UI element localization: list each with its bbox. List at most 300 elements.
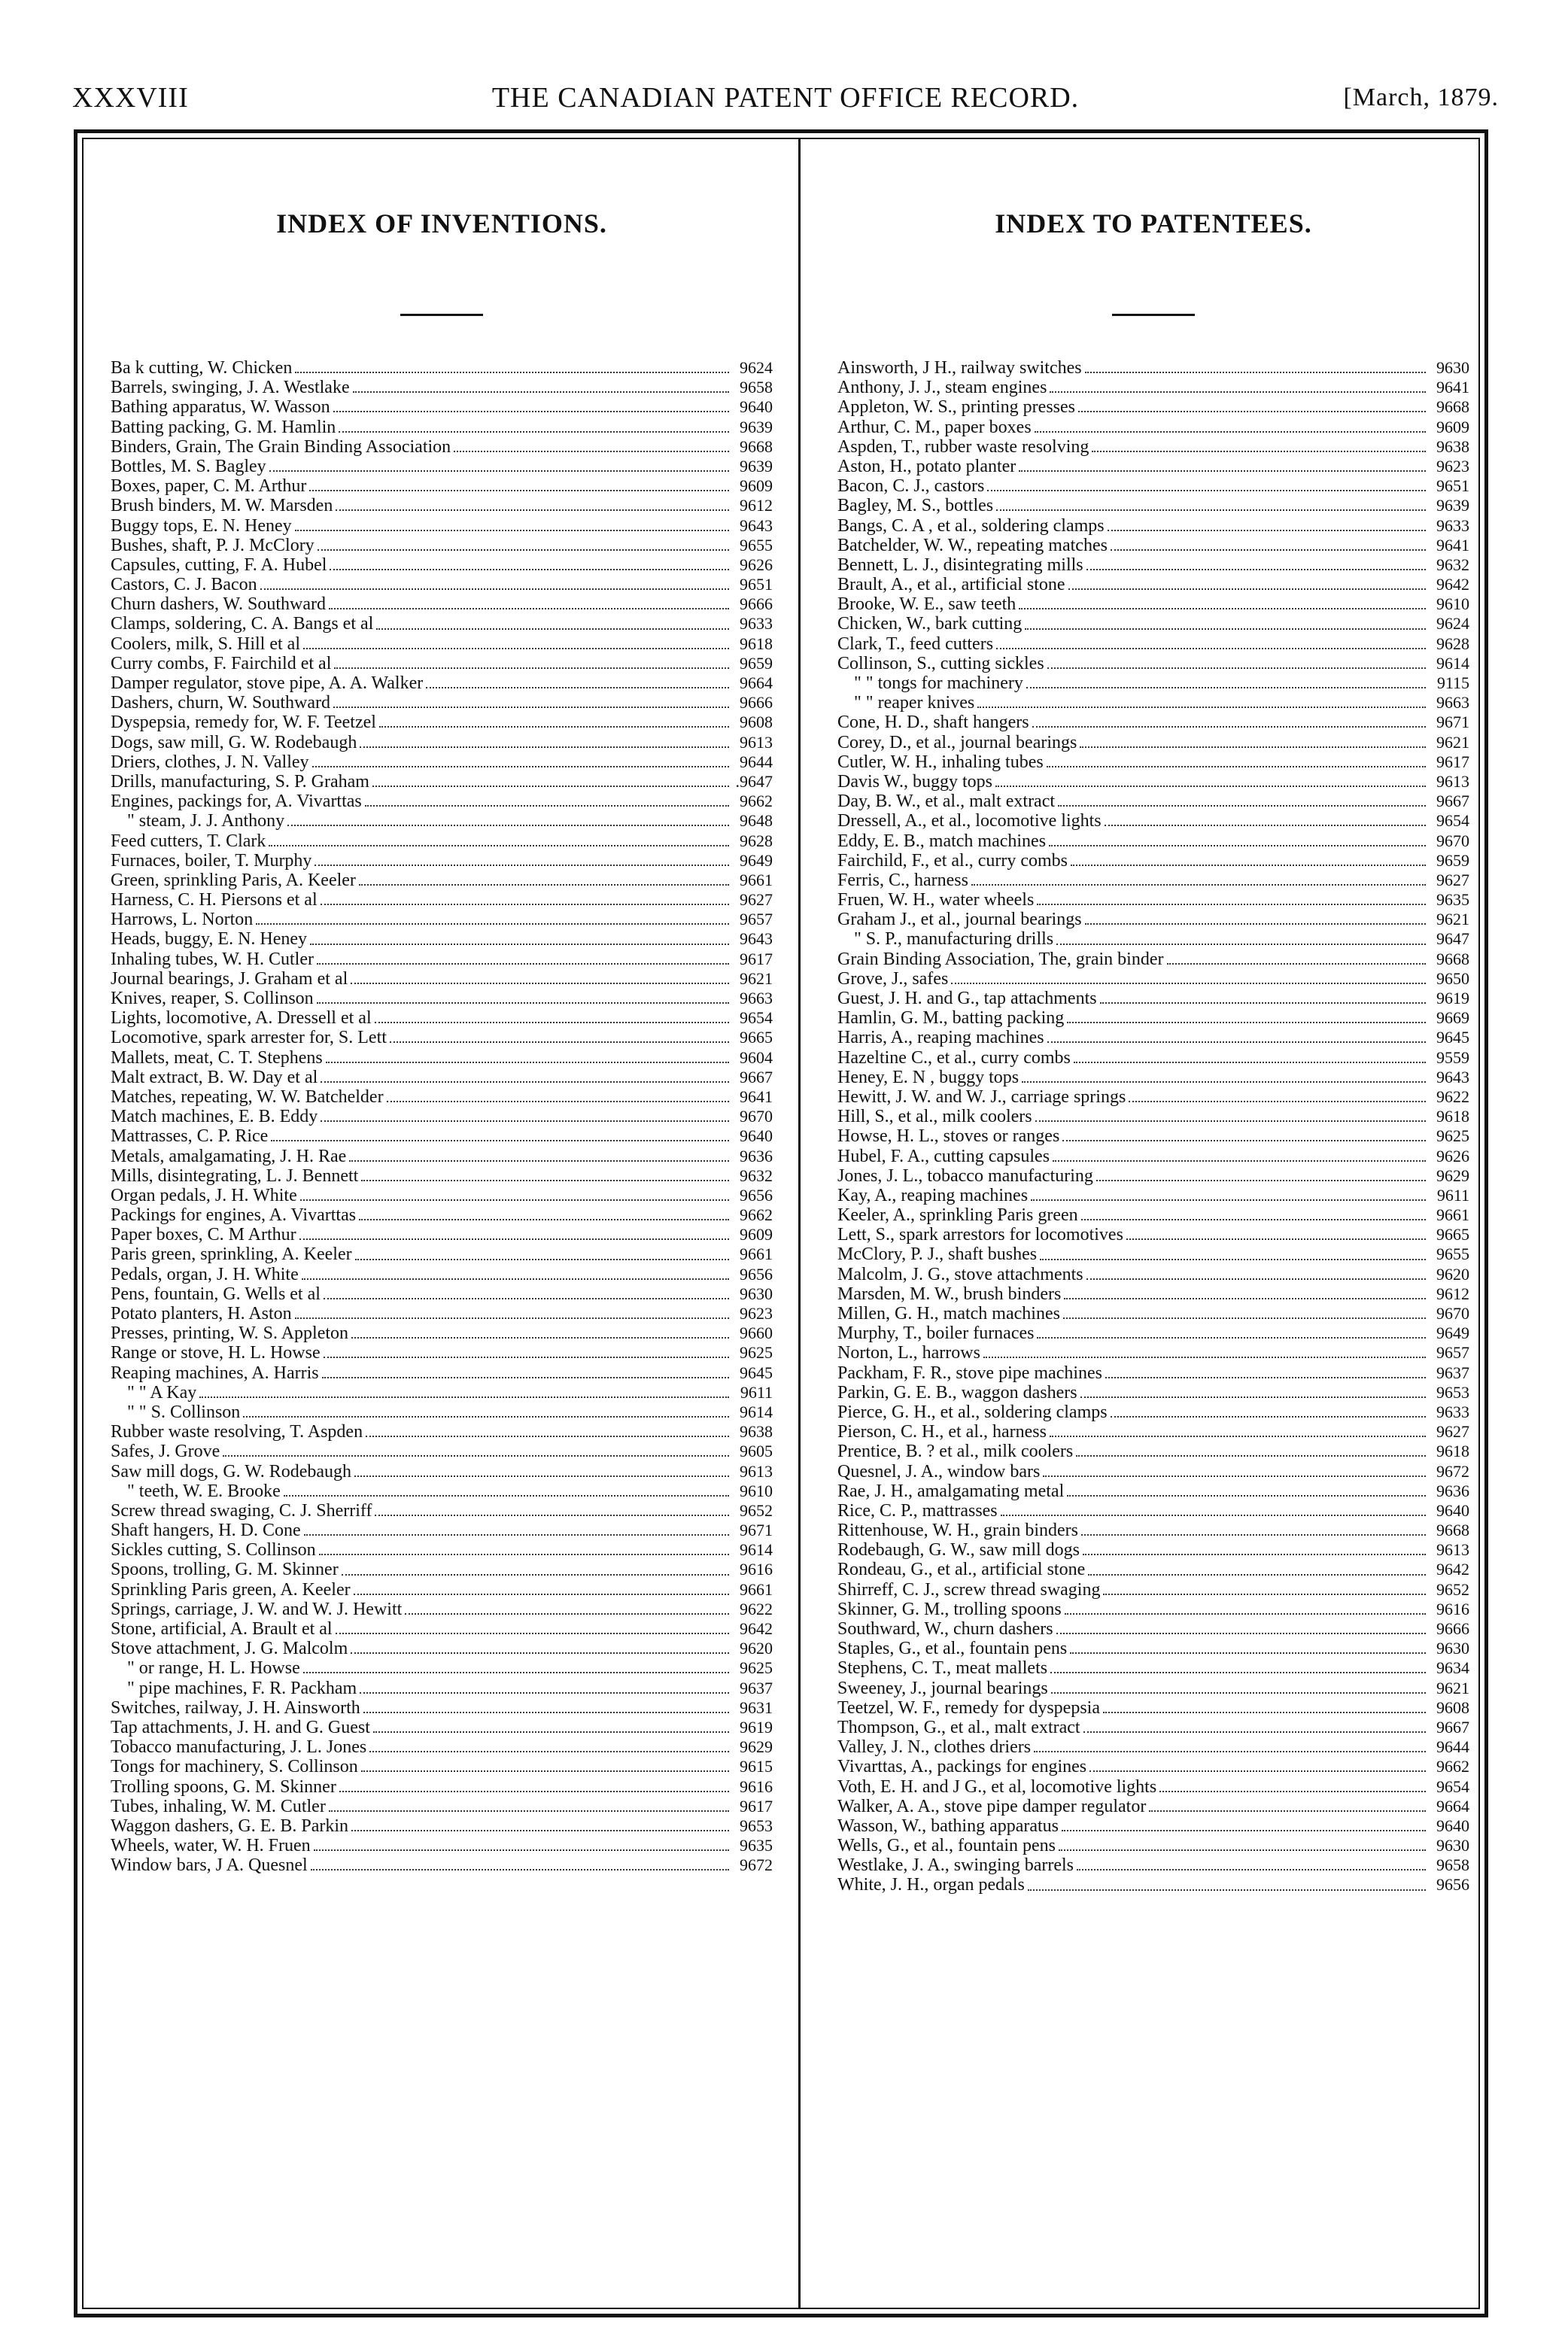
entry-text: Harness, C. H. Piersons et al: [111, 890, 318, 910]
dot-leader: [1058, 805, 1426, 807]
dot-leader: [324, 1298, 729, 1299]
entry-text: Tap attachments, J. H. and G. Guest: [111, 1717, 370, 1737]
index-entry: [111, 792, 773, 811]
dot-leader: [1062, 1830, 1426, 1831]
entry-text: Millen, G. H., match machines: [837, 1304, 1060, 1323]
dot-leader: [1022, 1081, 1426, 1083]
patent-number: 9631: [740, 1697, 773, 1717]
index-entry: [111, 673, 773, 693]
index-entry: [111, 1540, 773, 1560]
index-entry: [837, 634, 1469, 654]
entry-text: Guest, J. H. and G., tap attachments: [837, 989, 1097, 1008]
patent-number: 9656: [740, 1264, 773, 1284]
dot-leader: [1086, 569, 1426, 570]
index-entry: [837, 1028, 1469, 1047]
dot-leader: [317, 1002, 729, 1004]
patent-number: 9627: [740, 890, 773, 910]
entry-text: Bennett, L. J., disintegrating mills: [837, 555, 1083, 575]
index-entry: [837, 1836, 1469, 1855]
inventions-title: INDEX OF INVENTIONS.: [276, 208, 607, 239]
dot-leader: [310, 944, 729, 945]
patent-number: 9629: [1436, 1165, 1469, 1185]
index-entry: [111, 929, 773, 949]
patent-number: 9651: [740, 575, 773, 594]
entry-text: Parkin, G. E. B., waggon dashers: [837, 1382, 1077, 1403]
entry-text: " " reaper knives: [854, 693, 975, 713]
patent-number: 9668: [740, 436, 773, 456]
patent-number: 9636: [740, 1146, 773, 1165]
index-entry: [111, 1205, 773, 1225]
entry-text: Harris, A., reaping machines: [837, 1028, 1044, 1048]
index-entry: [111, 851, 773, 871]
patent-number: 9654: [1436, 811, 1469, 831]
patent-number: 9665: [740, 1028, 773, 1047]
index-entry: [837, 614, 1469, 634]
patent-number: 9665: [1436, 1225, 1469, 1244]
dot-leader: [1049, 845, 1426, 846]
index-entry: [111, 1777, 773, 1797]
dot-leader: [321, 1120, 729, 1122]
index-entry: [111, 1501, 773, 1521]
index-entry: [837, 1600, 1469, 1619]
dot-leader: [361, 1180, 729, 1181]
dot-leader: [351, 1652, 729, 1654]
patent-number: 9635: [1436, 890, 1469, 910]
index-entry: [111, 772, 773, 792]
dot-leader: [321, 1081, 729, 1083]
index-entry: [837, 397, 1469, 417]
patent-number: 9658: [740, 378, 773, 397]
index-entry: [837, 1008, 1469, 1028]
index-entry: [837, 575, 1469, 594]
dot-leader: [372, 786, 729, 787]
entry-text: Shaft hangers, H. D. Cone: [111, 1521, 301, 1541]
patentees-title: INDEX TO PATENTEES.: [995, 208, 1312, 239]
patent-number: 9639: [1436, 496, 1469, 515]
patent-number: 9645: [740, 1363, 773, 1382]
patent-number: 9653: [740, 1816, 773, 1835]
dot-leader: [379, 726, 729, 728]
patent-number: 9659: [1436, 850, 1469, 870]
index-entry: [111, 397, 773, 417]
patent-number: 9633: [1436, 1402, 1469, 1421]
entry-text: Presses, printing, W. S. Appleton: [111, 1323, 349, 1344]
dot-leader: [1080, 1396, 1426, 1398]
patent-number: 9666: [740, 693, 773, 713]
index-entry: [837, 1777, 1469, 1797]
dot-leader: [354, 1475, 729, 1477]
dot-leader: [1092, 451, 1426, 452]
index-entry: [837, 378, 1469, 397]
patent-number: 9667: [740, 1067, 773, 1086]
patent-number: 9628: [740, 831, 773, 850]
index-entry: [111, 1068, 773, 1087]
dot-leader: [295, 530, 729, 531]
patent-number: 9613: [740, 732, 773, 752]
issue-date: [March, 1879.: [1343, 84, 1499, 111]
dot-leader: [1080, 746, 1426, 748]
entry-text: Spoons, trolling, G. M. Skinner: [111, 1560, 339, 1580]
patent-number: 9657: [1436, 1343, 1469, 1363]
dot-leader: [1035, 1120, 1426, 1122]
patent-number: 9614: [1436, 653, 1469, 673]
index-entry: [837, 1501, 1469, 1521]
index-entry: [837, 1363, 1469, 1383]
index-entry: [837, 1797, 1469, 1816]
entry-text: Arthur, C. M., paper boxes: [837, 417, 1032, 437]
entry-text: Engines, packings for, A. Vivarttas: [111, 792, 362, 812]
entry-text: Valley, J. N., clothes driers: [837, 1737, 1032, 1758]
publication-title: THE CANADIAN PATENT OFFICE RECORD.: [491, 82, 1080, 114]
dot-leader: [375, 1022, 729, 1023]
index-entry: [111, 713, 773, 732]
entry-text: Boxes, paper, C. M. Arthur: [111, 476, 307, 497]
index-entry: [111, 1521, 773, 1540]
entry-text: Hill, S., et al., milk coolers: [837, 1107, 1032, 1127]
dot-leader: [359, 1219, 729, 1220]
entry-text: Ferris, C., harness: [837, 870, 968, 890]
index-entry: [837, 1619, 1469, 1639]
entry-text: Packham, F. R., stove pipe machines: [837, 1363, 1103, 1383]
patent-number: 9652: [740, 1500, 773, 1520]
column-divider: [798, 139, 801, 2308]
dot-leader: [199, 1396, 729, 1398]
dot-leader: [1047, 667, 1426, 669]
dot-leader: [355, 1259, 729, 1260]
patent-number: 9662: [740, 792, 773, 811]
patent-number: 9657: [740, 910, 773, 929]
patent-number: 9637: [740, 1678, 773, 1697]
index-entry: [111, 358, 773, 378]
entry-text: Wheels, water, W. H. Fruen: [111, 1836, 311, 1856]
patent-number: 9660: [740, 1323, 773, 1343]
entry-text: Journal bearings, J. Graham et al: [111, 968, 348, 989]
entry-text: Matches, repeating, W. W. Batchelder: [111, 1086, 384, 1107]
dot-leader: [351, 1830, 729, 1831]
index-entry: [111, 476, 773, 496]
index-entry: [111, 536, 773, 555]
entry-text: Tongs for machinery, S. Collinson: [111, 1757, 358, 1777]
dot-leader: [1081, 1534, 1426, 1536]
index-entry: [837, 1284, 1469, 1304]
dot-leader: [326, 1062, 729, 1063]
index-entry: [111, 950, 773, 969]
entry-text: Pens, fountain, G. Wells et al: [111, 1284, 321, 1304]
index-entry: [111, 1087, 773, 1107]
patent-number: 9625: [740, 1343, 773, 1363]
entry-text: Batting packing, G. M. Hamlin: [111, 417, 336, 437]
index-entry: [111, 1855, 773, 1875]
patent-number: 9621: [740, 968, 773, 988]
index-entry: [111, 378, 773, 397]
entry-text: Fruen, W. H., water wheels: [837, 890, 1035, 910]
patent-number: 9640: [1436, 1816, 1469, 1835]
dot-leader: [1076, 1455, 1426, 1457]
index-entry: [837, 1462, 1469, 1482]
dot-leader: [269, 845, 729, 846]
index-entry: [837, 437, 1469, 457]
entry-text: Damper regulator, stove pipe, A. A. Walker: [111, 673, 424, 693]
dot-leader: [1105, 825, 1426, 826]
entry-text: " S. P., manufacturing drills: [854, 929, 1054, 950]
patent-number: 9616: [1436, 1599, 1469, 1618]
dot-leader: [1062, 1140, 1426, 1141]
entry-text: Heney, E. N , buggy tops: [837, 1067, 1020, 1087]
patent-number: 9640: [740, 397, 773, 417]
dot-leader: [1088, 1574, 1426, 1576]
dot-leader: [1096, 1180, 1426, 1181]
patent-number: 9668: [1436, 949, 1469, 968]
dot-leader: [315, 865, 729, 866]
entry-text: Pierson, C. H., et al., harness: [837, 1422, 1047, 1442]
entry-text: Tubes, inhaling, W. M. Cutler: [111, 1796, 326, 1816]
patent-number: 9619: [1436, 989, 1469, 1007]
entry-text: Rondeau, G., et al., artificial stone: [837, 1560, 1086, 1580]
dot-leader: [339, 1791, 729, 1792]
index-entry: [837, 1225, 1469, 1244]
dot-leader: [1085, 372, 1426, 373]
entry-text: Stephens, C. T., meat mallets: [837, 1658, 1048, 1679]
index-entry: [111, 890, 773, 910]
patent-number: 9621: [1436, 910, 1469, 929]
patent-number: 9642: [1436, 1560, 1469, 1579]
entry-text: Shirreff, C. J., screw thread swaging: [837, 1579, 1101, 1600]
dot-leader: [1032, 726, 1426, 728]
patent-number: 9613: [740, 1461, 773, 1481]
entry-text: Anthony, J. J., steam engines: [837, 378, 1047, 398]
dot-leader: [365, 805, 729, 807]
index-entry: [111, 1797, 773, 1816]
entry-text: Graham J., et al., journal bearings: [837, 910, 1082, 930]
patent-number: 9661: [740, 870, 773, 889]
index-entry: [837, 1639, 1469, 1658]
entry-text: Knives, reaper, S. Collinson: [111, 989, 314, 1008]
index-entry: [837, 1087, 1469, 1107]
index-entry: [111, 1836, 773, 1855]
entry-text: Barrels, swinging, J. A. Westlake: [111, 378, 350, 398]
dot-leader: [1043, 1475, 1426, 1477]
patent-number: 9658: [1436, 1855, 1469, 1875]
dot-leader: [1065, 1613, 1426, 1615]
dot-leader: [334, 667, 729, 669]
entry-text: Metals, amalgamating, J. H. Rae: [111, 1146, 347, 1166]
index-entry: [837, 1658, 1469, 1678]
patent-number: 9669: [1436, 1008, 1469, 1028]
index-entry: [111, 1737, 773, 1757]
dot-leader: [1100, 1002, 1426, 1004]
patent-number: 9627: [1436, 870, 1469, 889]
dot-leader: [319, 1554, 729, 1555]
patent-number: 9613: [1436, 771, 1469, 791]
entry-text: Stove attachment, J. G. Malcolm: [111, 1639, 348, 1659]
index-entry: [111, 693, 773, 713]
dot-leader: [426, 687, 729, 688]
patent-number: 9623: [1436, 456, 1469, 476]
entry-text: Hazeltine C., et al., curry combs: [837, 1047, 1071, 1068]
entry-text: Safes, J. Grove: [111, 1442, 220, 1462]
index-of-inventions: [111, 186, 773, 1875]
patent-number: 9641: [1436, 535, 1469, 555]
index-entry: [837, 358, 1469, 378]
patent-number: 9659: [740, 653, 773, 673]
index-entry: [111, 418, 773, 437]
entry-text: Hewitt, J. W. and W. J., carriage springs: [837, 1086, 1126, 1107]
dot-leader: [299, 1238, 729, 1240]
dot-leader: [1081, 1219, 1426, 1220]
dot-leader: [1059, 1849, 1426, 1851]
dot-leader: [353, 391, 729, 393]
index-entry: [837, 1521, 1469, 1540]
dot-leader: [1026, 687, 1426, 688]
index-entry: [111, 1147, 773, 1166]
index-entry: [837, 871, 1469, 890]
patent-number: 9617: [1436, 752, 1469, 771]
index-entry: [111, 752, 773, 772]
index-entry: [837, 1265, 1469, 1284]
index-entry: [837, 733, 1469, 752]
patent-number: 9617: [740, 1796, 773, 1816]
patent-number: 9635: [740, 1836, 773, 1855]
index-entry: [837, 457, 1469, 476]
index-entry: [111, 654, 773, 673]
index-entry: [837, 1560, 1469, 1579]
index-entry: [111, 1619, 773, 1639]
dot-leader: [983, 1357, 1426, 1358]
dot-leader: [454, 451, 729, 452]
dot-leader: [977, 707, 1426, 708]
dot-leader: [1050, 391, 1426, 393]
entry-text: Keeler, A., sprinkling Paris green: [837, 1205, 1078, 1226]
index-entry: [111, 594, 773, 614]
patent-number: 9670: [740, 1107, 773, 1126]
entry-text: Mattrasses, C. P. Rice: [111, 1126, 269, 1147]
index-entry: [837, 1107, 1469, 1126]
dot-leader: [1019, 608, 1426, 609]
index-entry: [111, 733, 773, 752]
patent-number: 9639: [740, 417, 773, 436]
index-entry: [111, 1363, 773, 1383]
patent-number: 9625: [740, 1658, 773, 1678]
index-entry: [837, 989, 1469, 1008]
entry-text: Malcolm, J. G., stove attachments: [837, 1264, 1083, 1284]
patent-number: 9632: [1436, 555, 1469, 574]
patent-number: 9610: [740, 1481, 773, 1500]
patent-number: 9617: [740, 949, 773, 968]
entry-text: Pierce, G. H., et al., soldering clamps: [837, 1402, 1108, 1422]
dot-leader: [271, 1140, 729, 1141]
dot-leader: [317, 963, 729, 965]
index-entry: [111, 1639, 773, 1658]
patent-number: 9642: [1436, 575, 1469, 594]
index-entry: [837, 1343, 1469, 1363]
entry-text: " pipe machines, F. R. Packham: [127, 1678, 357, 1698]
patent-number: 9614: [740, 1402, 773, 1421]
dot-leader: [1159, 1791, 1426, 1792]
index-entry: [837, 851, 1469, 871]
dot-leader: [256, 923, 729, 925]
entry-text: White, J. H., organ pedals: [837, 1875, 1025, 1895]
dot-leader: [360, 746, 729, 748]
patent-number: 9618: [1436, 1442, 1469, 1461]
entry-text: Potato planters, H. Aston: [111, 1304, 292, 1323]
entry-text: Grove, J., safes: [837, 968, 949, 989]
entry-text: Driers, clothes, J. N. Valley: [111, 752, 309, 772]
patent-number: 9654: [1436, 1776, 1469, 1796]
index-entry: [837, 1540, 1469, 1560]
dot-leader: [300, 1199, 729, 1201]
entry-text: Norton, L., harrows: [837, 1343, 980, 1363]
entry-text: Rodebaugh, G. W., saw mill dogs: [837, 1540, 1080, 1561]
index-entry: [837, 1304, 1469, 1323]
index-entry: [111, 457, 773, 476]
index-entry: [837, 1698, 1469, 1718]
dot-leader: [314, 1849, 729, 1851]
dot-leader: [405, 1613, 729, 1615]
index-entry: [837, 831, 1469, 851]
entry-text: " teeth, W. E. Brooke: [127, 1481, 281, 1501]
patent-number: 9653: [1436, 1382, 1469, 1402]
index-entry: [837, 1323, 1469, 1343]
patent-number: 9640: [740, 1126, 773, 1146]
dot-leader: [1034, 1751, 1426, 1752]
entry-text: Coolers, milk, S. Hill et al: [111, 634, 300, 654]
index-entry: [837, 1422, 1469, 1442]
dot-leader: [330, 569, 729, 570]
dot-leader: [1053, 1160, 1426, 1162]
index-entry: [111, 1304, 773, 1323]
entry-text: Inhaling tubes, W. H. Cutler: [111, 949, 314, 969]
entry-text: Cone, H. D., shaft hangers: [837, 713, 1029, 733]
dot-leader: [1050, 1672, 1426, 1673]
index-entry: [837, 811, 1469, 831]
entry-text: Saw mill dogs, G. W. Rodebaugh: [111, 1461, 352, 1482]
index-entry: [111, 1107, 773, 1126]
entry-text: Reaping machines, A. Harris: [111, 1363, 319, 1383]
entry-text: Ainsworth, J H., railway switches: [837, 358, 1082, 378]
entry-text: Malt extract, B. W. Day et al: [111, 1067, 318, 1087]
dot-leader: [363, 1712, 729, 1713]
index-entry: [111, 1718, 773, 1737]
entry-text: Southward, W., churn dashers: [837, 1619, 1053, 1639]
entry-text: Eddy, E. B., match machines: [837, 831, 1047, 851]
dot-leader: [1071, 865, 1426, 866]
dot-leader: [1051, 1692, 1426, 1694]
entry-text: Clamps, soldering, C. A. Bangs et al: [111, 614, 374, 634]
index-entry: [837, 1718, 1469, 1737]
dot-leader: [333, 411, 729, 412]
title-rule: [400, 314, 483, 316]
patent-number: 9626: [1436, 1146, 1469, 1165]
patent-number: 9608: [1436, 1697, 1469, 1717]
dot-leader: [1111, 549, 1426, 551]
index-entry: [111, 1679, 773, 1698]
entry-text: Packings for engines, A. Vivarttas: [111, 1205, 357, 1226]
patent-number: 9655: [740, 535, 773, 555]
dot-leader: [1040, 1259, 1426, 1260]
index-entry: [111, 1008, 773, 1028]
entry-text: Wells, G., et al., fountain pens: [837, 1836, 1056, 1856]
entry-text: Rittenhouse, W. H., grain binders: [837, 1521, 1078, 1541]
page-frame: [74, 129, 1488, 2317]
patent-number: 9666: [740, 594, 773, 614]
entry-text: Bagley, M. S., bottles: [837, 496, 994, 516]
entry-text: Bacon, C. J., castors: [837, 476, 985, 497]
patent-number: 9651: [1436, 476, 1469, 496]
index-entry: [111, 516, 773, 536]
entry-text: Collinson, S., cutting sickles: [837, 653, 1044, 673]
dot-leader: [1019, 470, 1426, 472]
patent-number: 9656: [1436, 1875, 1469, 1895]
